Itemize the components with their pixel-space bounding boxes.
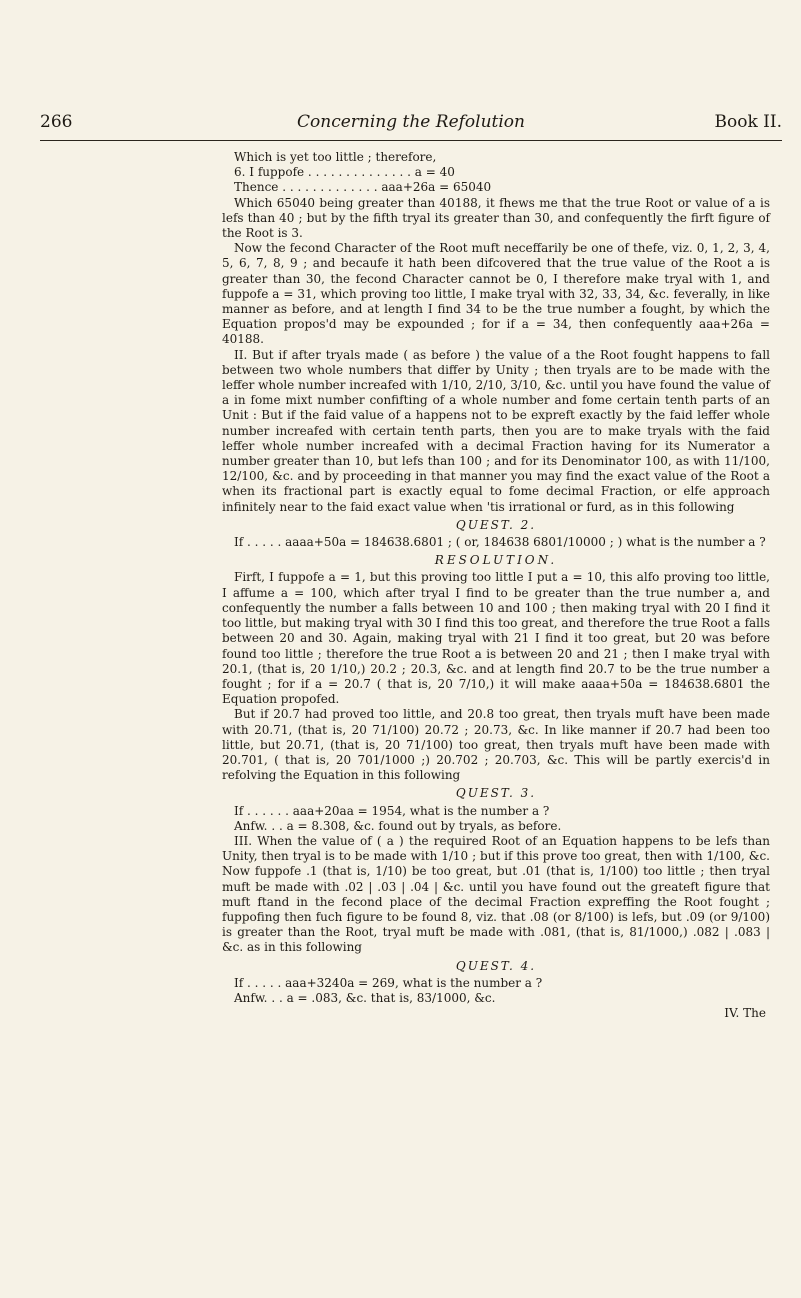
catchword: IV. The [724, 1006, 766, 1021]
question-text: If . . . . . aaaa+50a = 184638.6801 ; ( or, 184638 6801/10000 ; ) what is the number a ? [234, 535, 766, 550]
paragraph: Now the fecond Character of the Root muft neceffarily be one of thefe, viz. 0, 1, 2, 3, 4, 5, 6, 7, 8, 9 ; and becaufe it hath been difcovered that the true value of the Root a is greater than 30, the fecond Character cannot be 0, I therefore make tryal with 1, and fuppofe a = 31, which proving too little, I make tryal with 32, 33, 34, &c. feverally, in like manner as before, and at length I find 34 to be the true number a fought, by which the Equation propos'd may be expounded ; for if a = 34, then confequently aaa+26a = 40188. [222, 241, 770, 347]
paragraph: III. When the value of ( a ) the required Root of an Equation happens to be lefs than Unity, then tryal is to be made with 1/10 ; but if this prove too great, then with 1/100, &c. Now fuppofe .1 (that is, 1/10) be too great, but .01 (that is, 1/100) too little ; then tryal muft be made with .02 | .03 | .04 | &c. until you have found out the greateft figure that muft ftand in the fecond place of the decimal Fraction expreffing the Root fought ; fuppofing then fuch figure to be found 8, viz. that .08 (or 8/100) is lefs, but .09 (or 9/100) is greater than the Root, tryal muft be made with .081, (that is, 81/1000,) .082 | .083 | &c. as in this following [222, 833, 770, 955]
trial-line: Thence . . . . . . . . . . . . . aaa+26a = 65040 [234, 180, 492, 195]
paragraph: Which 65040 being greater than 40188, it fhews me that the true Root or value of a is lefs than 40 ; but by the fifth tryal its greater than 30, and confequently the firft figure of the Root is 3. [222, 195, 770, 241]
running-title: Concerning the Refolution [297, 112, 525, 132]
page-number: 266 [40, 112, 73, 132]
page-body [222, 150, 770, 1021]
question-heading: QUEST. 2. [455, 517, 537, 532]
question-heading: QUEST. 4. [455, 958, 537, 973]
resolution-heading: RESOLUTION. [434, 553, 558, 568]
answer-text: Anfw. . . a = .083, &c. that is, 83/1000, &c. [234, 990, 496, 1005]
paragraph: II. But if after tryals made ( as before ) the value of a the Root fought happens to fall between two whole numbers that differ by Unity ; then tryals are to be made with the leffer whole number increafed with 1/10, 2/10, 3/10, &c. until you have found the value of a in fome mixt number confifting of a whole number and fome certain tenth parts of an Unit : But if the faid value of a happens not to be expreft exactly by the faid leffer whole number increafed with certain tenth parts, then you are to make tryals with the faid leffer whole number increafed with a decimal Fraction having for its Numerator a number greater than 10, but lefs than 100 ; and for its Denominator 100, as with 11/100, 12/100, &c. and by proceeding in that manner you may find the exact value of the Root a when its fractional part is exactly equal to fome decimal Fraction, or elfe approach infinitely near to the faid exact value when 'tis irrational or furd, as in this following [222, 347, 770, 514]
trial-line: 6. I fuppofe . . . . . . . . . . . . . . a = 40 [234, 165, 455, 180]
text-line: Which is yet too little ; therefore, [234, 150, 437, 164]
question-text: If . . . . . aaa+3240a = 269, what is the number a ? [234, 975, 543, 990]
question-text: If . . . . . . aaa+20aa = 1954, what is the number a ? [234, 803, 550, 818]
answer-text: Anfw. . . a = 8.308, &c. found out by tryals, as before. [234, 818, 562, 833]
running-header [40, 112, 782, 138]
question-heading: QUEST. 3. [455, 786, 537, 801]
header-rule [40, 140, 782, 141]
book-label: Book II. [714, 112, 782, 132]
paragraph: But if 20.7 had proved too little, and 20.8 too great, then tryals muft have been made with 20.71, (that is, 20 71/100) 20.72 ; 20.73, &c. In like manner if 20.7 had been too little, but 20.71, (that is, 20 71/100) too great, then tryals muft have been made with 20.701, ( that is, 20 701/1000 ;) 20.702 ; 20.703, &c. This will be partly exercis'd in refolving the Equation in this following [222, 707, 770, 783]
paragraph: Firft, I fuppofe a = 1, but this proving too little I put a = 10, this alfo proving too little, I affume a = 100, which after tryal I find to be greater than the true number a, and confequently the number a falls between 10 and 100 ; then making tryal with 20 I find it too little, but making tryal with 30 I find this too great, and therefore the true Root a falls between 20 and 30. Again, making tryal with 21 I find it too great, but 20 was before found too little ; therefore the true Root a is between 20 and 21 ; then I make tryal with 20.1, (that is, 20 1/10,) 20.2 ; 20.3, &c. and at length find 20.7 to be the true number a fought ; for if a = 20.7 ( that is, 20 7/10,) it will make aaaa+50a = 184638.6801 the Equation propofed. [222, 570, 770, 707]
